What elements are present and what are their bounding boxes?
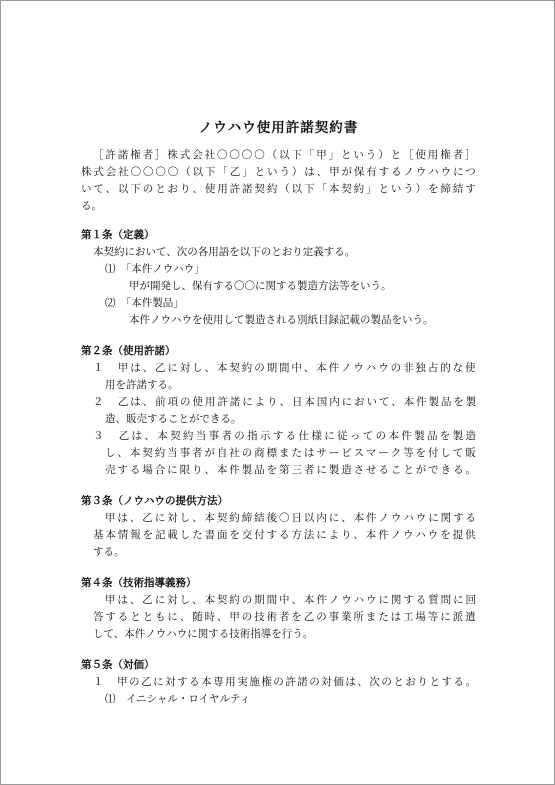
article-line: ２ 乙は、前項の使用許諾により、日本国内において、本件製品を製 — [93, 396, 479, 408]
definition-item: ⑴ イニシャル・ロイヤルティ — [105, 693, 251, 705]
preamble-line: ［許諾権者］株式会社〇〇〇〇（以下「甲」という）と［使用権者］ — [93, 149, 478, 161]
article-line: 答するとともに、随時、甲の技術者を乙の事業所または工場等に派遣 — [93, 611, 478, 623]
article-line: 売する場合に限り、本件製品を第三者に製造させることができる。 — [105, 464, 478, 476]
article-line: する。 — [93, 546, 125, 558]
article-heading: 第２条（使用許諾） — [81, 345, 176, 357]
definition-text: 甲が開発し、保有する〇〇に関する製造方法等をいう。 — [129, 280, 392, 292]
preamble-line: いて、以下のとおり、使用許諾契約（以下「本契約」という）を締結す — [81, 183, 478, 195]
preamble-line: 株式会社〇〇〇〇（以下「乙」という）は、甲が保有するノウハウにつ — [81, 166, 478, 178]
article-line: 基本情報を記載した書面を交付する方法により、本件ノウハウを提供 — [93, 529, 478, 541]
article-line: して、本件ノウハウに関する技術指導を行う。 — [93, 628, 314, 640]
article-line: 甲は、乙に対し、本契約の期間中、本件ノウハウに関する質問に回 — [105, 594, 478, 606]
article-line: ３ 乙は、本契約当事者の指示する仕様に従っての本件製品を製造 — [93, 430, 479, 442]
article-line: 造、販売することができる。 — [105, 413, 242, 425]
definition-item: ⑴ 「本件ノウハウ」 — [105, 263, 205, 275]
article-line: 本契約において、次の各用語を以下のとおり定義する。 — [93, 246, 356, 258]
definition-item: ⑵ 「本件製品」 — [105, 297, 184, 309]
document-title: ノウハウ使用許諾契約書 — [198, 120, 359, 136]
article-heading: 第４条（技術指導義務） — [81, 577, 197, 589]
article-heading: 第５条（対価） — [81, 659, 155, 671]
article-heading: 第１条（定義） — [81, 229, 155, 241]
article-line: １ 甲の乙に対する本専用実施権の許諾の対価は、次のとおりとする。 — [93, 676, 478, 688]
definition-text: 本件ノウハウを使用して製造される別紙目録記載の製品をいう。 — [129, 314, 434, 326]
article-line: 甲は、乙に対し、本契約締結後〇日以内に、本件ノウハウに関する — [105, 512, 478, 524]
preamble-line: る。 — [81, 200, 102, 212]
article-line: し、本契約当事者が自社の商標またはサービスマーク等を付して販 — [105, 447, 478, 459]
article-line: 用を許諾する。 — [105, 379, 179, 391]
article-line: １ 甲は、乙に対し、本契約の期間中、本件ノウハウの非独占的な使 — [93, 362, 478, 374]
article-heading: 第３条（ノウハウの提供方法） — [81, 495, 228, 507]
